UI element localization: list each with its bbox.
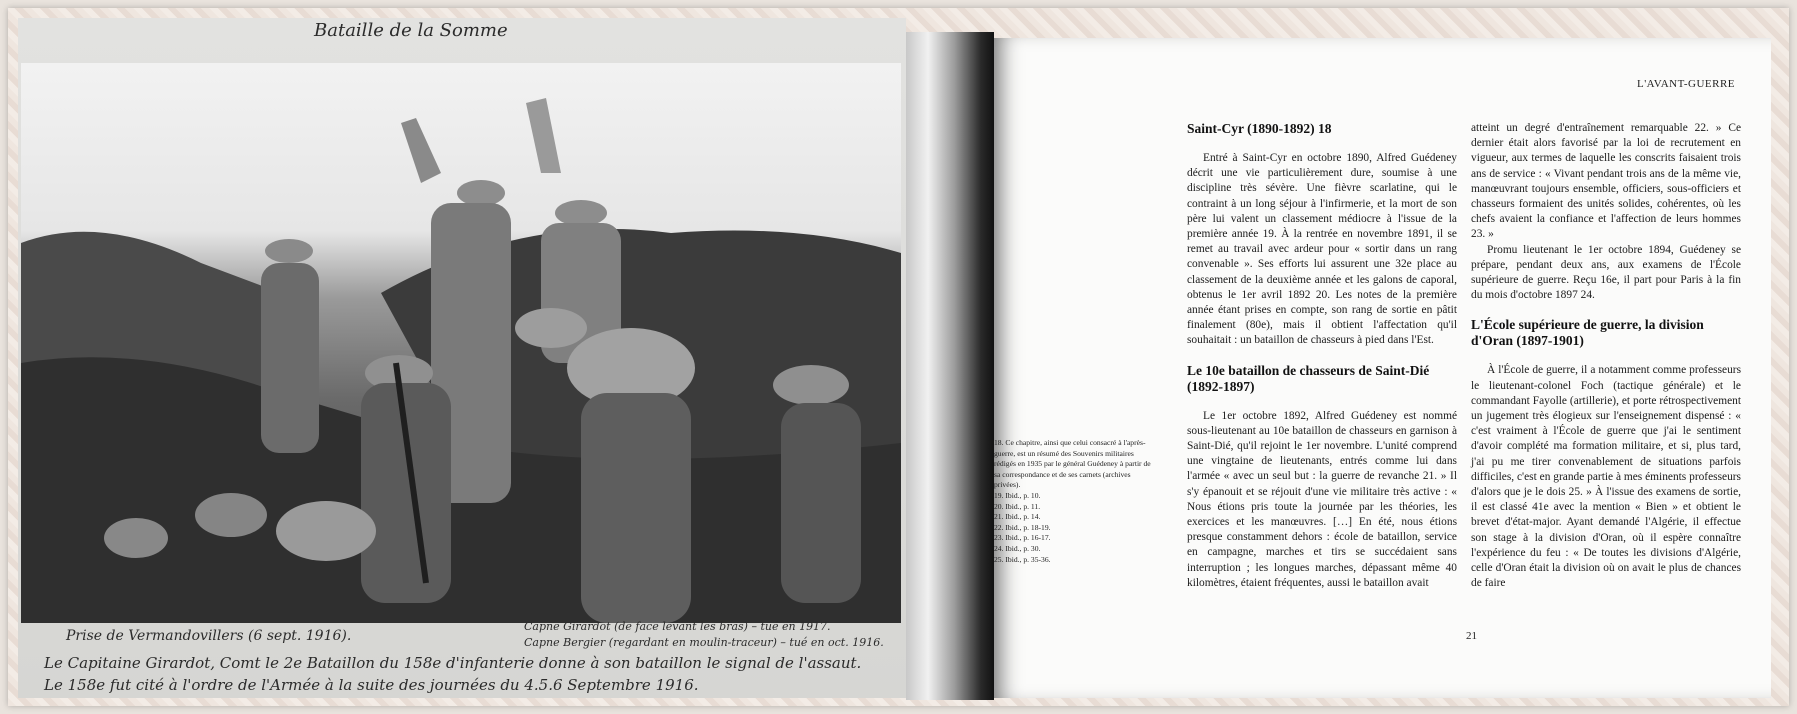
paragraph: Entré à Saint-Cyr en octobre 1890, Alfred Guédeney décrit une vie particulièrement dure, soumise à une discipline très sévère. Une fièvre scarlatine, qui le contraint à un long séjour à l'infirmerie, et la mort de son père lui valent un classement médiocre à l'issue de la première année 19. À la rentrée en novembre 1891, il se remet au travail avec ardeur pour « sortir dans un rang convenable ». Ses efforts lui assurent une 32e place au classement de la deuxième année et les galons de caporal, obtenus le 1er avril 1892 20. Les notes de la première année étant prises en compte, son rang de sortie en pâtit finalement (80e), mais il obtient l'affectation qu'il souhaitait : un bataillon de chasseurs à pied dans l'Est. [1187,152,1457,347]
footnote: 18. Ce chapitre, ainsi que celui consacré à l'après- [994,438,1146,447]
helmet [555,200,607,226]
paragraph: Le 1er octobre 1892, Alfred Guédeney est nommé sous-lieutenant au 10e bataillon de chasseurs en garnison à Saint-Dié, qu'il rejoint le 1er novembre. L'unité comprend une vingtaine de lieutenants, entrés comme lui dans l'armée « avec un seul but : la guerre de revanche 21. » Il s'y épanouit et se réjouit d'une vie militaire très active : « Nous étions pris toute la journée par les théories, les exercices et les manœuvres. […] En été, nous étions presque constamment dehors : école de bataillon, service en campagne, marches et tirs se succédaient sans interruption ; les longues marches, dépassant même 40 kilomètres, étaient fréquentes, aussi le bataillon avait [1187,409,1457,589]
album-title: Bataille de la Somme [314,20,508,41]
text-page [994,38,1771,698]
helmet [276,501,376,561]
section-heading-10e-bataillon: Le 10e bataillon de chasseurs de Saint-Dié (1892-1897) [1187,362,1430,394]
caption-line-1: Le Capitaine Girardot, Comt le 2e Bataillon du 158e d'infanterie donne à son bataillon le signal de l'assaut. [44,654,862,672]
footnote: privées). [994,480,1021,490]
caption-left: Prise de Vermandovillers (6 sept. 1916). [66,628,352,644]
section-heading-saint-cyr: Saint-Cyr (1890-1892) 18 [1187,121,1332,136]
soldier-figure [781,403,861,603]
footnote: 23. Ibid., p. 16-17. [994,533,1051,543]
footnote: 21. Ibid., p. 14. [994,512,1041,522]
paragraph: À l'École de guerre, il a notamment comme professeurs le lieutenant-colonel Foch (tactique générale) et le commandant Fayolle (artillerie), et porte rétrospectivement un jugement très élogieux sur l'enseignement dispensé : « c'est vraiment à l'École de guerre que j'ai le sentiment d'avoir complété ma formation militaire, et si, plus tard, j'ai pu me tirer convenablement de situations parfois difficiles, c'est en grande partie à mes éminents professeurs d'alors que je le dois 25. » À l'issue des examens de sortie, il est classé 41e avec la mention « Bien » et obtient le brevet d'état-major. Ayant demandé l'Algérie, il effectue son stage à la division d'Oran, où il espère connaître l'expérience du feu : « De toutes les divisions d'Algérie, celle d'Oran était la division où on avait le plus de chances de faire [1471,364,1741,590]
caption-right-1: Capne Girardot (de face levant les bras) – tué en 1917. [524,620,831,633]
footnote: 25. Ibid., p. 35-36. [994,554,1051,564]
helmet [195,493,267,537]
photo-illustration [21,63,901,623]
paragraph: Promu lieutenant le 1er octobre 1894, Guédeney se prépare, pendant deux ans, aux examens de l'École supérieure de guerre. Reçu 16e, il part pour Paris à la fin du mois d'octobre 1897 24. [1471,243,1741,302]
helmet [457,180,505,206]
raised-arm [526,98,561,173]
footnotes [994,438,1182,565]
section-heading-ecole-superieure: L'École supérieure de guerre, la division d'Oran (1897-1901) [1471,317,1704,349]
footnote: 24. Ibid., p. 30. [994,543,1041,553]
trench-photograph [21,63,901,623]
helmet [515,308,587,348]
page-number: 21 [1466,630,1477,642]
footnote: 19. Ibid., p. 10. [994,490,1041,500]
running-head: L'AVANT-GUERRE [1636,78,1735,90]
text-column-1 [1187,121,1457,591]
footnote: sa correspondance et de ses carnets (archives [994,469,1131,479]
book-gutter [906,32,994,700]
footnote: 22. Ibid., p. 18-19. [994,522,1051,532]
caption-right-2: Capne Bergier (regardant en moulin-traceur) – tué en oct. 1916. [524,636,884,649]
footnote: rédigés en 1935 par le général Guédeney à partir de [994,459,1151,469]
paragraph: atteint un degré d'entraînement remarquable 22. » Ce dernier était alors favorisé par la loi de recrutement en vigueur, aux termes de laquelle les conscrits faisaient trois ans de service : « Vivant pendant trois ans de la même vie, manœuvrant toujours ensemble, officiers, sous-officiers et chasseurs formaient des unités solides, cohérentes, où les chefs avaient la confiance et l'affection de leurs hommes 23. » [1471,122,1741,241]
helmet [104,518,168,558]
helmet [265,239,313,263]
soldier-figure [261,263,319,453]
helmet [773,365,849,405]
soldier-figure [581,393,691,623]
photo-album-page [18,18,906,698]
footnote: 20. Ibid., p. 11. [994,501,1041,511]
footnote: guerre, est un résumé des Souvenirs militaires [994,448,1134,458]
text-column-2 [1471,121,1741,591]
caption-line-2: Le 158e fut cité à l'ordre de l'Armée à la suite des journées du 4.5.6 Septembre 1916. [44,676,699,694]
raised-arm [401,118,441,183]
